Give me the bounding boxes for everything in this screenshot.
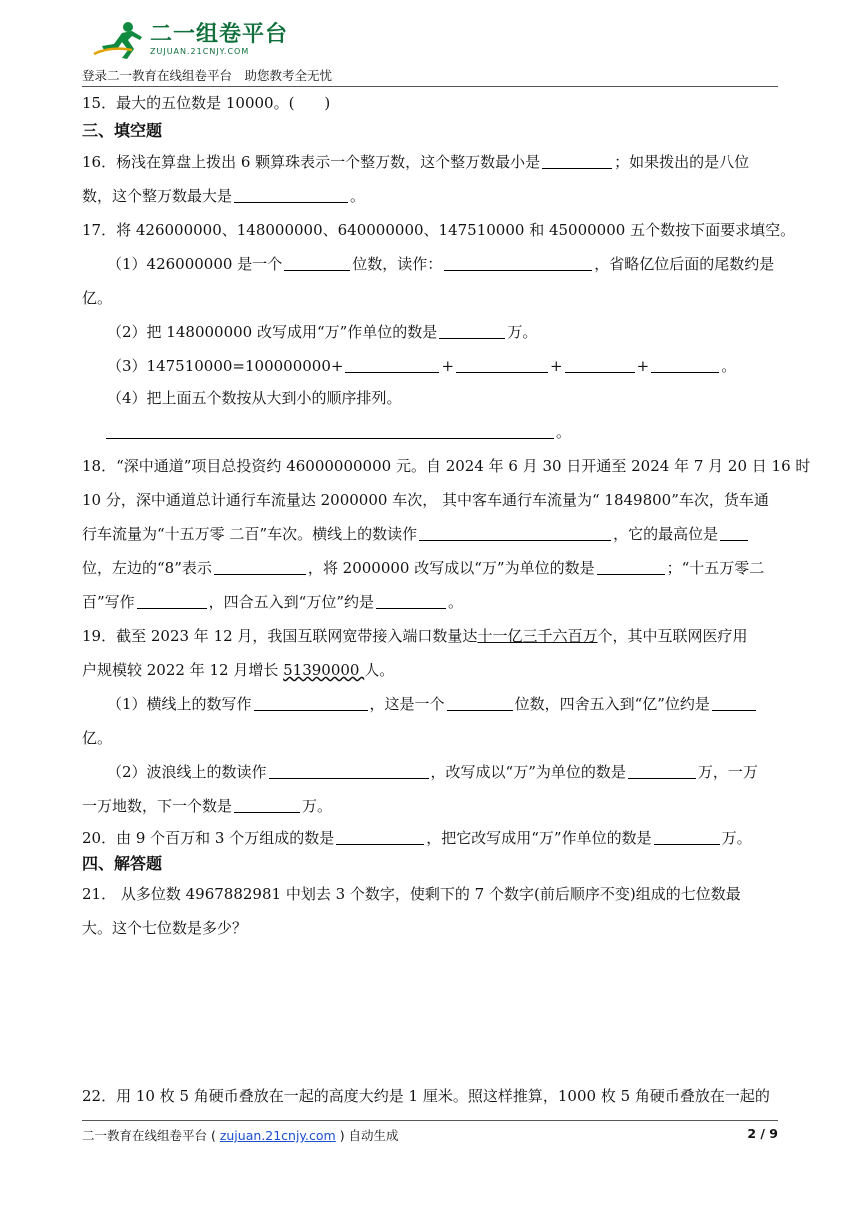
q17-text: （1）426000000 是一个	[107, 255, 283, 273]
answer-blank[interactable]	[106, 423, 554, 439]
question-18-line3	[82, 524, 750, 544]
answer-blank[interactable]	[444, 255, 592, 271]
q19-text: ，这是一个	[369, 695, 445, 713]
header-divider	[82, 86, 778, 87]
q19-text: ，改写成以“万”为单位的数是	[430, 763, 626, 781]
question-19-part2-line2	[82, 796, 332, 816]
logo-title: 二一组卷平台	[150, 22, 289, 47]
q19-text: 万，一万	[697, 763, 758, 781]
q20-text: ，把它改写成用“万”作单位的数是	[426, 829, 652, 847]
section-heading-solve: 四、解答题	[82, 854, 163, 873]
question-17-part4-answer	[104, 422, 571, 442]
q19-text: 19．截至 2023 年 12 月，我国互联网宽带接入端口数量达	[82, 627, 478, 645]
q20-text: 20．由 9 个百万和 3 个万组成的数是	[82, 829, 335, 847]
answer-blank[interactable]	[597, 559, 665, 575]
q17-text: 万。	[507, 323, 538, 341]
footer-divider	[82, 1120, 778, 1121]
question-21-line2: 大。这个七位数是多少？	[82, 919, 248, 937]
q19-text: 一万地数，下一个数是	[82, 797, 233, 815]
q18-text: ，四合五入到“万位”约是	[208, 593, 375, 611]
answer-blank[interactable]	[628, 763, 696, 779]
footer-source	[82, 1126, 399, 1144]
logo-url: ZUJUAN.21CNJY.COM	[150, 47, 250, 56]
q18-text: ，它的最高位是	[613, 525, 719, 543]
q17-text: （2）把 148000000 改写成用“万”作单位的数是	[107, 323, 438, 341]
question-19-part2	[107, 762, 758, 782]
q19-text: 位数，四舍五入到“亿”位约是	[514, 695, 710, 713]
q19-text: 人。	[364, 661, 395, 679]
underlined-number: 十一亿三千六百万	[477, 627, 598, 645]
q17-text: +	[441, 357, 455, 375]
answer-blank[interactable]	[447, 695, 513, 711]
q16-text: ；如果拨出的是八位	[614, 153, 750, 171]
answer-blank[interactable]	[439, 323, 505, 339]
q17-text: 。	[721, 357, 737, 375]
q18-text: 百”写作	[82, 593, 135, 611]
q17-text: ，省略亿位后面的尾数约是	[594, 255, 775, 273]
answer-blank[interactable]	[137, 593, 207, 609]
question-19	[82, 626, 747, 646]
answer-blank[interactable]	[654, 829, 720, 845]
q16-text: 数，这个整万数最大是	[82, 187, 233, 205]
answer-blank[interactable]	[345, 357, 439, 373]
section-heading-fill-blank: 三、填空题	[82, 121, 163, 140]
answer-blank[interactable]	[269, 763, 429, 779]
question-17-part3	[107, 356, 736, 376]
q18-text: ，将 2000000 改写成以“万”为单位的数是	[307, 559, 595, 577]
q17-text: 。	[556, 423, 572, 441]
q18-text: 行车流量为“十五万零 二百”车次。横线上的数读作	[82, 525, 418, 543]
question-17-part4: （4）把上面五个数按从大到小的顺序排列。	[107, 389, 402, 407]
answer-blank[interactable]	[214, 559, 306, 575]
q20-text: 万。	[721, 829, 752, 847]
q17-text: （3）147510000=100000000+	[107, 357, 344, 375]
wavy-number: 51390000	[283, 661, 365, 679]
question-18-line2: 10 分，深中通道总计通行车流量达 2000000 车次， 其中客车通行车流量为“ 1849800”车次，货车通	[82, 491, 769, 509]
q19-text: 户规模较 2022 年 12 月增长	[82, 661, 284, 679]
answer-blank[interactable]	[419, 525, 611, 541]
q18-text: 位，左边的“8”表示	[82, 559, 212, 577]
answer-blank[interactable]	[565, 357, 635, 373]
question-18-line5	[82, 592, 463, 612]
footer-text: 二一教育在线组卷平台 (	[82, 1128, 220, 1143]
answer-blank[interactable]	[234, 187, 348, 203]
q17-text: +	[550, 357, 563, 375]
question-19-line2	[82, 660, 394, 680]
footer-link[interactable]: zujuan.21cnjy.com	[219, 1128, 336, 1143]
answer-blank[interactable]	[336, 829, 424, 845]
question-17-part2	[107, 322, 537, 342]
answer-blank[interactable]	[456, 357, 548, 373]
answer-blank[interactable]	[720, 525, 748, 541]
answer-blank[interactable]	[651, 357, 719, 373]
header-slogan: 登录二一教育在线组卷平台 助您教考全无忧	[82, 68, 333, 83]
answer-blank[interactable]	[542, 153, 612, 169]
q17-text: +	[636, 357, 650, 375]
q19-text: 万。	[302, 797, 333, 815]
answer-blank[interactable]	[284, 255, 350, 271]
question-17-part1-end: 亿。	[82, 289, 113, 307]
page-number: 2 / 9	[747, 1126, 778, 1141]
q17-text: 位数，读作：	[352, 255, 443, 273]
question-18: 18．“深中通道”项目总投资约 46000000000 元。自 2024 年 6 月 30 日开通至 2024 年 7 月 20 日 16 时	[82, 457, 811, 475]
answer-blank[interactable]	[376, 593, 446, 609]
question-19-part1-end: 亿。	[82, 729, 113, 747]
brand-logo	[92, 20, 288, 60]
question-16	[82, 152, 749, 172]
footer-text: ) 自动生成	[335, 1128, 399, 1143]
question-17-part1	[107, 254, 774, 274]
question-17: 17．将 426000000、148000000、640000000、147510000 和 45000000 五个数按下面要求填空。	[82, 221, 796, 239]
question-19-part1	[107, 694, 758, 714]
q16-text: 。	[350, 187, 366, 205]
answer-blank[interactable]	[234, 797, 300, 813]
question-21: 21． 从多位数 4967882981 中划去 3 个数字，使剩下的 7 个数字(前后顺序不变)组成的七位数最	[82, 885, 741, 903]
answer-blank[interactable]	[254, 695, 368, 711]
q19-text: 个，其中互联网医疗用	[597, 627, 748, 645]
q18-text: 。	[448, 593, 464, 611]
question-16-line2	[82, 186, 365, 206]
q18-text: ；“十五万零二	[666, 559, 765, 577]
q19-text: （2）波浪线上的数读作	[107, 763, 267, 781]
q16-text: 16．杨浅在算盘上拨出 6 颗算珠表示一个整万数，这个整万数最小是	[82, 153, 541, 171]
answer-blank[interactable]	[712, 695, 756, 711]
q19-text: （1）横线上的数写作	[107, 695, 252, 713]
question-15: 15．最大的五位数是 10000。( )	[82, 94, 331, 112]
question-22: 22．用 10 枚 5 角硬币叠放在一起的高度大约是 1 厘米。照这样推算，1000 枚 5 角硬币叠放在一起的	[82, 1087, 770, 1105]
question-18-line4	[82, 558, 764, 578]
runner-logo-icon	[92, 20, 144, 60]
question-20	[82, 828, 752, 848]
